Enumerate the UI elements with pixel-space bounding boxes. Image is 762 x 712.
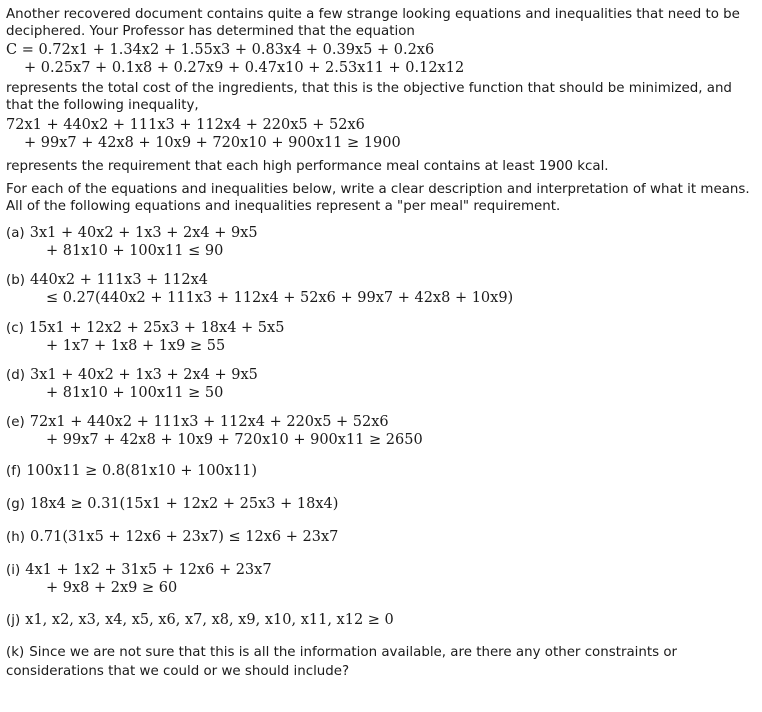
item-f-line-1: 100x11 ≥ 0.8(81x10 + 100x11) — [26, 463, 258, 479]
item-k — [6, 641, 756, 679]
item-b — [6, 269, 756, 307]
item-e — [6, 411, 756, 449]
item-b-line-2: ≤ 0.27(440x2 + 111x3 + 112x4 + 52x6 + 99x7 + 42x8 + 10x9) — [46, 290, 514, 306]
intro-paragraph-1: Another recovered document contains quite a few strange looking equations and inequalities that need to be deciphered. Your Professor has determined that the equation — [6, 7, 740, 39]
item-d-label: (d) — [6, 368, 25, 383]
item-e-line-1: 72x1 + 440x2 + 111x3 + 112x4 + 220x5 + 52x6 — [29, 414, 389, 430]
item-a-line-1: 3x1 + 40x2 + 1x3 + 2x4 + 9x5 — [29, 225, 258, 241]
item-i-line-1: 4x1 + 1x2 + 31x5 + 12x6 + 23x7 — [25, 562, 272, 578]
item-g-line-1: 18x4 ≥ 0.31(15x1 + 12x2 + 25x3 + 18x4) — [30, 496, 339, 512]
item-g-label: (g) — [6, 497, 25, 512]
item-j-line-1: x1, x2, x3, x4, x5, x6, x7, x8, x9, x10, x11, x12 ≥ 0 — [25, 612, 394, 628]
item-b-label: (b) — [6, 273, 25, 288]
item-k-text: Since we are not sure that this is all the information available, are there any other constraints or considerations that we could or we should include? — [6, 645, 678, 679]
cost-equation — [6, 41, 756, 77]
item-h-label: (h) — [6, 530, 25, 545]
item-j — [6, 609, 756, 629]
item-e-line-2: + 99x7 + 42x8 + 10x9 + 720x10 + 900x11 ≥ 2650 — [46, 432, 423, 448]
item-h-line-1: 0.71(31x5 + 12x6 + 23x7) ≤ 12x6 + 23x7 — [30, 529, 339, 545]
item-a-line-2: + 81x10 + 100x11 ≤ 90 — [46, 243, 224, 259]
item-a-label: (a) — [6, 226, 25, 241]
item-c — [6, 317, 756, 355]
item-i — [6, 559, 756, 597]
item-g — [6, 493, 756, 513]
item-k-label: (k) — [6, 645, 25, 660]
item-i-line-2: + 9x8 + 2x9 ≥ 60 — [46, 580, 178, 596]
item-c-line-1: 15x1 + 12x2 + 25x3 + 18x4 + 5x5 — [28, 320, 285, 336]
item-j-label: (j) — [6, 613, 21, 628]
kcal-inequality-line-1: 72x1 + 440x2 + 111x3 + 112x4 + 220x5 + 52x6 — [6, 117, 365, 133]
kcal-inequality — [6, 116, 756, 152]
item-h — [6, 526, 756, 546]
item-c-label: (c) — [6, 321, 24, 336]
item-a — [6, 222, 756, 260]
item-c-line-2: + 1x7 + 1x8 + 1x9 ≥ 55 — [46, 338, 226, 354]
item-f — [6, 460, 756, 480]
intro-paragraph-3: represents the requirement that each high performance meal contains at least 1900 kcal. — [6, 159, 609, 174]
document-page — [6, 6, 756, 679]
item-d-line-2: + 81x10 + 100x11 ≥ 50 — [46, 385, 224, 401]
item-b-line-1: 440x2 + 111x3 + 112x4 — [30, 272, 209, 288]
kcal-inequality-line-2: + 99x7 + 42x8 + 10x9 + 720x10 + 900x11 ≥ 1900 — [24, 135, 401, 151]
item-e-label: (e) — [6, 415, 25, 430]
intro-paragraph-2: represents the total cost of the ingredients, that this is the objective function that should be minimized, and that the following inequality, — [6, 81, 732, 113]
item-d-line-1: 3x1 + 40x2 + 1x3 + 2x4 + 9x5 — [30, 367, 258, 383]
item-f-label: (f) — [6, 464, 22, 479]
cost-equation-line-2: + 0.25x7 + 0.1x8 + 0.27x9 + 0.47x10 + 2.53x11 + 0.12x12 — [24, 60, 465, 76]
intro-paragraph-4: For each of the equations and inequalities below, write a clear description and interpretation of what it means. All of the following equations and inequalities represent a "per meal" requirement. — [6, 182, 750, 214]
item-i-label: (i) — [6, 563, 21, 578]
cost-equation-line-1: C = 0.72x1 + 1.34x2 + 1.55x3 + 0.83x4 + 0.39x5 + 0.2x6 — [6, 42, 435, 58]
item-d — [6, 364, 756, 402]
